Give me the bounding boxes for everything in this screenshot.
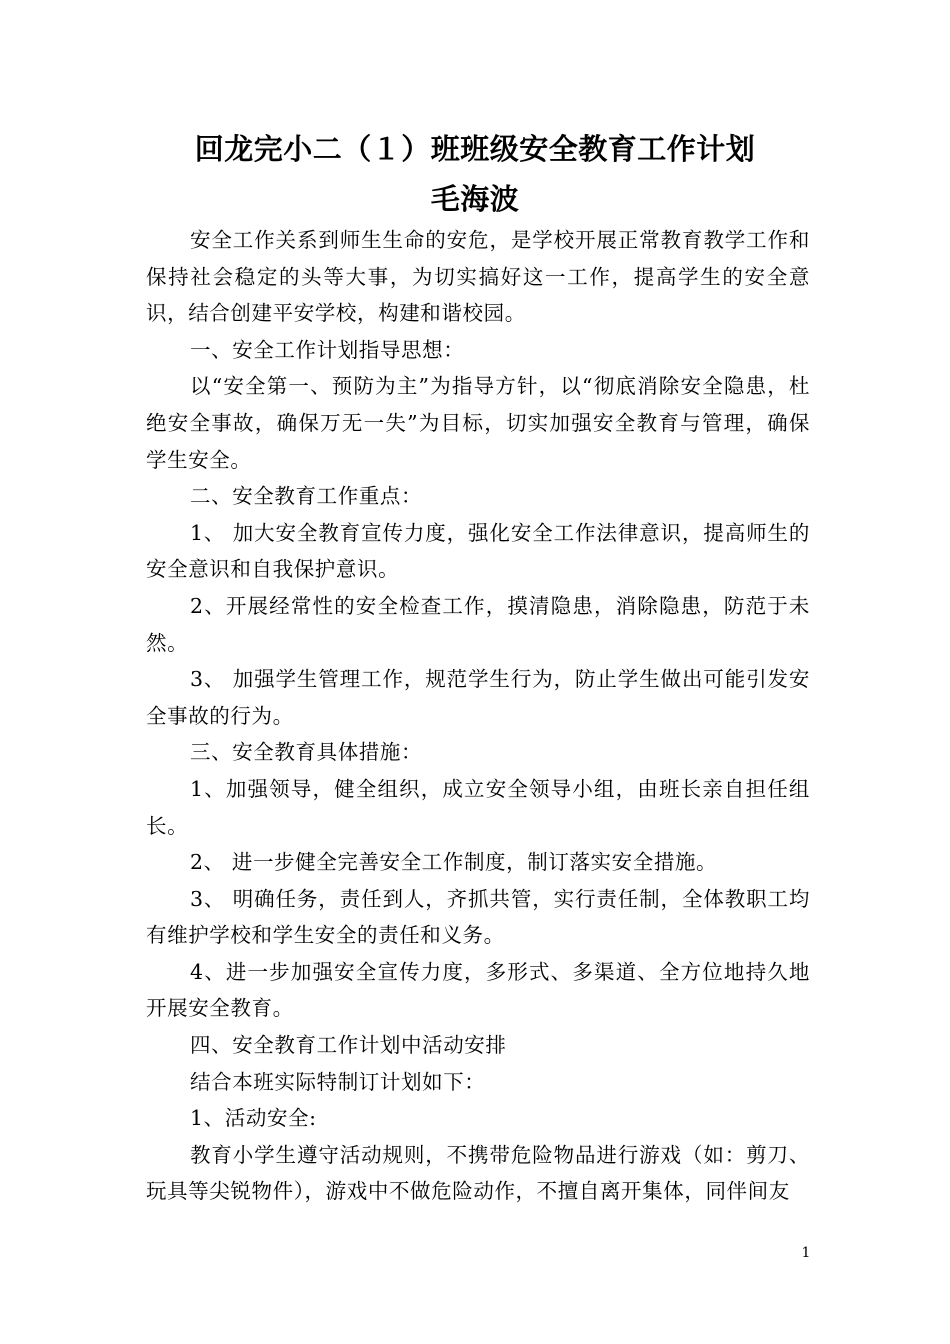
activities-intro: 结合本班实际特制订计划如下： (190, 1069, 486, 1094)
document-body (146, 222, 810, 1210)
section-heading-measures: 三、安全教育具体措施： (190, 740, 423, 765)
section-heading-guiding-ideology: 一、安全工作计划指导思想： (190, 337, 465, 362)
measure-item: 1、加强领导，健全组织，成立安全领导小组，由班长亲自担任组长。 (146, 776, 810, 838)
section-heading-activities: 四、安全教育工作计划中活动安排 (190, 1033, 507, 1058)
key-point-item: 3、 加强学生管理工作，规范学生行为，防止学生做出可能引发安全事故的行为。 (146, 667, 810, 728)
activity-paragraph: 教育小学生遵守活动规则，不携带危险物品进行游戏（如：剪刀、玩具等尖锐物件），游戏中不做危险动作，不擅自离开集体，同伴间友 (146, 1142, 810, 1204)
page-number: 1 (801, 1245, 811, 1261)
document-title: 回龙完小二（１）班班级安全教育工作计划 (194, 132, 756, 166)
guiding-ideology-paragraph: 以“安全第一、预防为主”为指导方针，以“彻底消除安全隐患，杜绝安全事故，确保万无一失”为目标，切实加强安全教育与管理，确保学生安全。 (146, 374, 810, 472)
measure-item: 4、进一步加强安全宣传力度，多形式、多渠道、全方位地持久地开展安全教育。 (146, 959, 810, 1021)
key-point-item: 2、开展经常性的安全检查工作，摸清隐患，消除隐患，防范于未然。 (146, 593, 810, 655)
measure-item: 2、 进一步健全完善安全工作制度，制订落实安全措施。 (190, 850, 718, 875)
key-point-item: 1、 加大安全教育宣传力度，强化安全工作法律意识，提高师生的安全意识和自我保护意识。 (146, 520, 810, 582)
measure-item: 3、 明确任务，责任到人，齐抓共管，实行责任制，全体教职工均有维护学校和学生安全的责任和义务。 (146, 886, 810, 948)
document-author: 毛海波 (430, 182, 520, 216)
section-heading-key-points: 二、安全教育工作重点： (190, 484, 423, 509)
activity-heading: 1、活动安全: (190, 1106, 317, 1131)
intro-paragraph: 安全工作关系到师生生命的安危，是学校开展正常教育教学工作和保持社会稳定的头等大事，为切实搞好这一工作，提高学生的安全意识，结合创建平安学校，构建和谐校园。 (146, 228, 810, 326)
